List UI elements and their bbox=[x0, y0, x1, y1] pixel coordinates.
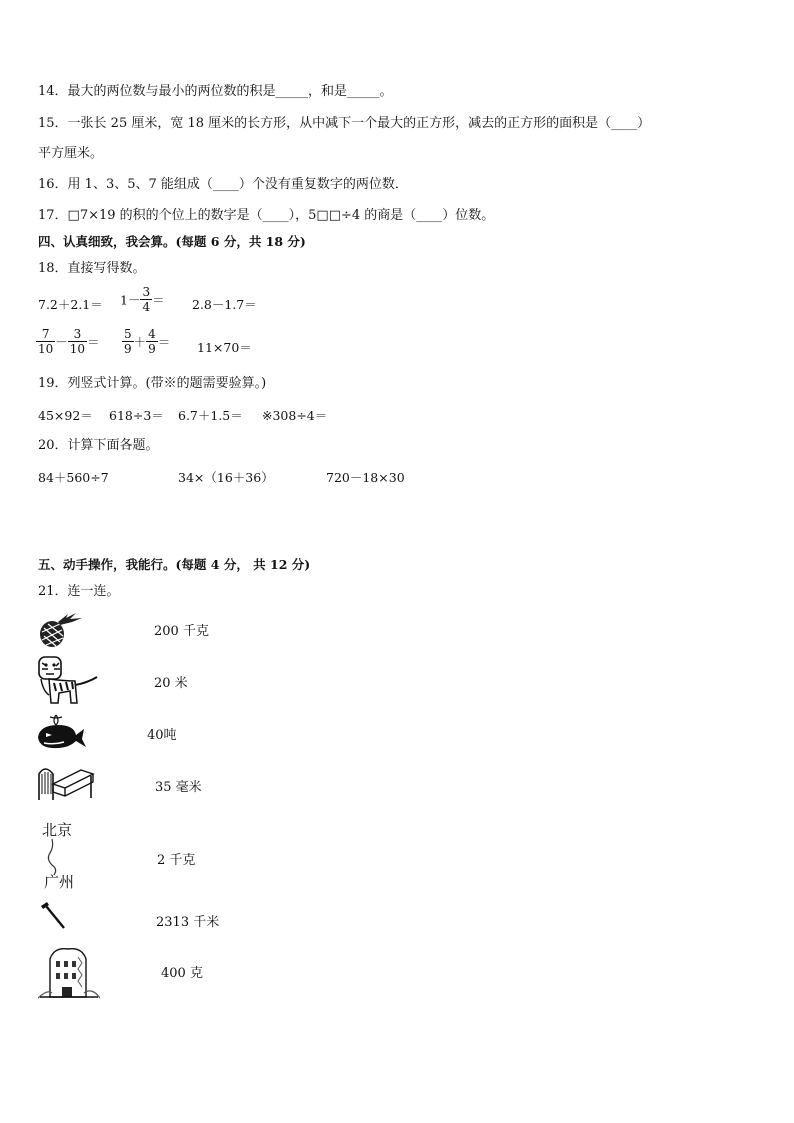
fraction-3-10 bbox=[68, 327, 87, 356]
fraction-numerator: 4 bbox=[148, 327, 156, 341]
question-18-label: 18．直接写得数。 bbox=[38, 261, 146, 276]
q20-expr-1: 84＋560÷7 bbox=[38, 470, 109, 485]
question-19-label: 19．列竖式计算。(带※的题需要验算。) bbox=[38, 376, 267, 391]
section-4-title: 四、认真细致，我会算。(每题 6 分，共 18 分) bbox=[38, 234, 306, 249]
fraction-denominator: 4 bbox=[142, 300, 151, 314]
question-17: 17．□7×19 的积的个位上的数字是（____），5□□÷4 的商是（____）位数。 bbox=[38, 208, 495, 223]
q18-expr-3: 2.8－1.7＝ bbox=[192, 297, 257, 312]
equals-sign: ＝ bbox=[87, 334, 100, 350]
map-city-beijing: 北京 bbox=[42, 821, 73, 839]
fraction-denominator: 10 bbox=[38, 342, 54, 356]
fraction-5-9 bbox=[122, 327, 134, 356]
fraction-denominator: 9 bbox=[124, 342, 132, 356]
q19-expr-2: 618÷3＝ bbox=[109, 408, 164, 423]
plus-sign: ＋ bbox=[133, 334, 147, 350]
tiger-icon bbox=[37, 655, 103, 707]
q19-expr-3: 6.7＋1.5＝ bbox=[178, 408, 243, 423]
fraction-numerator: 3 bbox=[68, 327, 87, 342]
match-value-4: 35 毫米 bbox=[155, 780, 202, 795]
q18-expr-2 bbox=[120, 285, 165, 314]
fraction-denominator: 9 bbox=[148, 342, 156, 356]
match-value-2: 20 米 bbox=[154, 676, 188, 691]
q18-expr-5 bbox=[122, 327, 170, 356]
match-value-1: 200 千克 bbox=[154, 624, 209, 639]
fraction-7-10 bbox=[36, 327, 55, 356]
map-city-guangzhou: 广州 bbox=[44, 873, 75, 891]
fraction-numerator: 3 bbox=[142, 285, 151, 299]
q18-expr-1: 7.2＋2.1＝ bbox=[38, 297, 103, 312]
q19-expr-1: 45×92＝ bbox=[38, 408, 93, 423]
match-value-3: 40吨 bbox=[147, 728, 177, 743]
q20-expr-3: 720－18×30 bbox=[326, 470, 405, 485]
whale-icon bbox=[36, 713, 88, 751]
bed-icon bbox=[37, 760, 95, 804]
fraction-numerator: 7 bbox=[36, 327, 55, 342]
q18-expr-6: 11×70＝ bbox=[197, 340, 252, 355]
question-16: 16．用 1、3、5、7 能组成（____）个没有重复数字的两位数． bbox=[38, 177, 408, 192]
q18-expr-4 bbox=[36, 327, 100, 356]
section-5-title: 五、动手操作，我能行。(每题 4 分， 共 12 分) bbox=[38, 557, 311, 572]
fraction-4-9 bbox=[146, 327, 158, 356]
minus-sign: － bbox=[55, 334, 68, 350]
q18-expr-2-lead: 1－ bbox=[120, 292, 141, 308]
fraction-denominator: 10 bbox=[69, 342, 86, 356]
nail-icon bbox=[38, 900, 68, 932]
match-value-7: 400 克 bbox=[161, 966, 203, 981]
pineapple-icon bbox=[36, 608, 84, 648]
question-14: 14．最大的两位数与最小的两位数的积是_____，和是_____。 bbox=[38, 84, 393, 99]
q19-expr-4: ※308÷4＝ bbox=[262, 408, 328, 423]
question-15-line-1: 15．一张长 25 厘米，宽 18 厘米的长方形，从中减下一个最大的正方形，减去的正方形的面积是（____） bbox=[38, 116, 651, 131]
fraction-numerator: 5 bbox=[124, 327, 132, 341]
question-15-line-2: 平方厘米。 bbox=[38, 146, 104, 161]
match-value-6: 2313 千米 bbox=[156, 915, 220, 930]
building-icon bbox=[38, 943, 100, 999]
q20-expr-2: 34×（16＋36） bbox=[178, 470, 274, 485]
fraction-3-4 bbox=[140, 285, 152, 314]
question-20-label: 20．计算下面各题。 bbox=[38, 438, 159, 453]
equals-sign: ＝ bbox=[157, 334, 171, 350]
question-21-label: 21．连一连。 bbox=[38, 584, 120, 599]
match-value-5: 2 千克 bbox=[157, 853, 196, 868]
map-route-icon bbox=[40, 819, 84, 893]
q18-expr-2-tail: ＝ bbox=[152, 292, 165, 308]
